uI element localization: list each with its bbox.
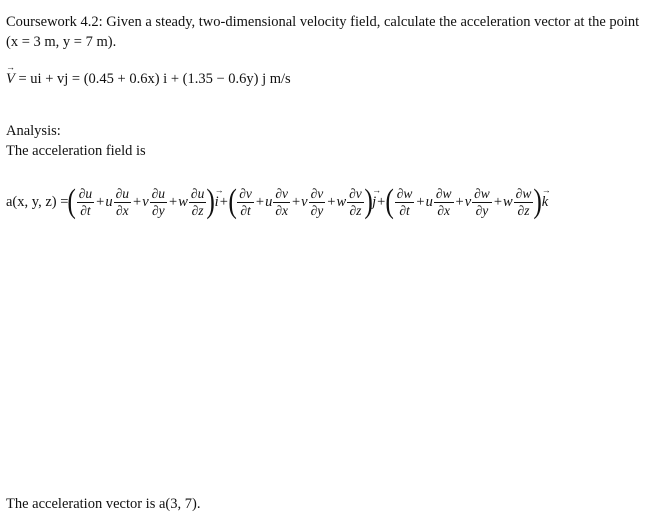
fraction-denominator: ∂x: [275, 202, 288, 218]
fraction-numerator: ∂u: [115, 186, 129, 201]
coefficient: v: [142, 193, 149, 210]
partial-fraction: [189, 187, 206, 217]
fraction-denominator: ∂t: [240, 202, 251, 218]
open-paren: (: [228, 183, 237, 220]
result-statement: The acceleration vector is a(3, 7).: [6, 496, 201, 512]
plus-sign: +: [377, 193, 386, 210]
partial-fraction: [237, 187, 254, 217]
partial-fraction: [309, 187, 326, 217]
plus-sign: +: [455, 193, 464, 210]
partial-fraction: [395, 187, 415, 217]
plus-sign: +: [219, 193, 228, 210]
fraction-denominator: ∂y: [152, 202, 165, 218]
coefficient: w: [336, 193, 347, 210]
coefficient: w: [503, 193, 513, 210]
unit-vector-i: → i: [215, 194, 219, 211]
plus-sign: +: [96, 193, 105, 210]
velocity-field-equation: [6, 71, 291, 88]
partial-fraction: [514, 187, 534, 217]
coefficient: w: [178, 193, 188, 210]
fraction-denominator: ∂y: [310, 202, 324, 218]
fraction-denominator: ∂x: [437, 202, 450, 218]
partial-fraction: [273, 187, 290, 217]
partial-fraction: [434, 187, 454, 217]
partial-fraction: [472, 187, 492, 217]
coefficient: v: [301, 193, 308, 210]
equation-lhs: a(x, y, z) =: [6, 193, 69, 210]
plus-sign: +: [327, 193, 336, 210]
coefficient: v: [464, 193, 472, 210]
fraction-denominator: ∂y: [475, 202, 489, 218]
coefficient: u: [105, 193, 113, 210]
coefficient: u: [425, 193, 433, 210]
plus-sign: +: [169, 193, 178, 210]
plus-sign: +: [493, 193, 502, 210]
acceleration-field-equation: [6, 182, 548, 222]
fraction-denominator: ∂t: [399, 202, 410, 218]
coefficient: u: [265, 193, 273, 210]
equation-terms: [68, 185, 548, 219]
fraction-denominator: ∂z: [191, 202, 204, 218]
fraction-denominator: ∂x: [115, 202, 129, 218]
velocity-expr-1: = ui + vj: [18, 71, 69, 87]
plus-sign: +: [291, 193, 301, 210]
unit-vector-k: → k: [542, 194, 548, 211]
velocity-units: m/s: [269, 71, 291, 87]
problem-statement-line1: Coursework 4.2: Given a steady, two-dimensional velocity field, calculate the acceleration vector at the point: [6, 14, 640, 30]
fraction-numerator: ∂w: [396, 186, 413, 201]
unit-vector-j: → j: [372, 194, 376, 211]
fraction-numerator: ∂v: [349, 186, 362, 201]
analysis-intro: The acceleration field is: [6, 143, 146, 159]
close-paren: ): [533, 183, 543, 220]
fraction-denominator: ∂t: [80, 202, 91, 218]
open-paren: (: [67, 183, 77, 220]
plus-sign: +: [133, 193, 142, 210]
fraction-numerator: ∂u: [190, 186, 205, 201]
problem-statement-line2: (x = 3 m, y = 7 m).: [6, 34, 117, 50]
partial-fraction: [114, 187, 131, 217]
partial-fraction: [347, 187, 364, 217]
close-paren: ): [364, 183, 373, 220]
fraction-numerator: ∂v: [239, 186, 252, 201]
fraction-denominator: ∂z: [517, 202, 530, 218]
plus-sign: +: [416, 193, 425, 210]
fraction-denominator: ∂z: [349, 202, 362, 218]
fraction-numerator: ∂u: [78, 186, 93, 201]
velocity-expr-2: = (0.45 + 0.6x) i + (1.35 − 0.6y) j: [71, 71, 267, 87]
fraction-numerator: ∂u: [151, 186, 166, 201]
fraction-numerator: ∂w: [515, 186, 532, 201]
analysis-heading: Analysis:: [6, 123, 61, 139]
velocity-symbol: → V: [6, 71, 15, 88]
fraction-numerator: ∂w: [435, 186, 452, 201]
fraction-numerator: ∂w: [474, 186, 490, 201]
partial-fraction: [150, 187, 167, 217]
close-paren: ): [206, 183, 216, 220]
fraction-numerator: ∂v: [310, 186, 324, 201]
partial-fraction: [77, 187, 94, 217]
plus-sign: +: [255, 193, 265, 210]
fraction-numerator: ∂v: [275, 186, 288, 201]
open-paren: (: [385, 183, 395, 220]
